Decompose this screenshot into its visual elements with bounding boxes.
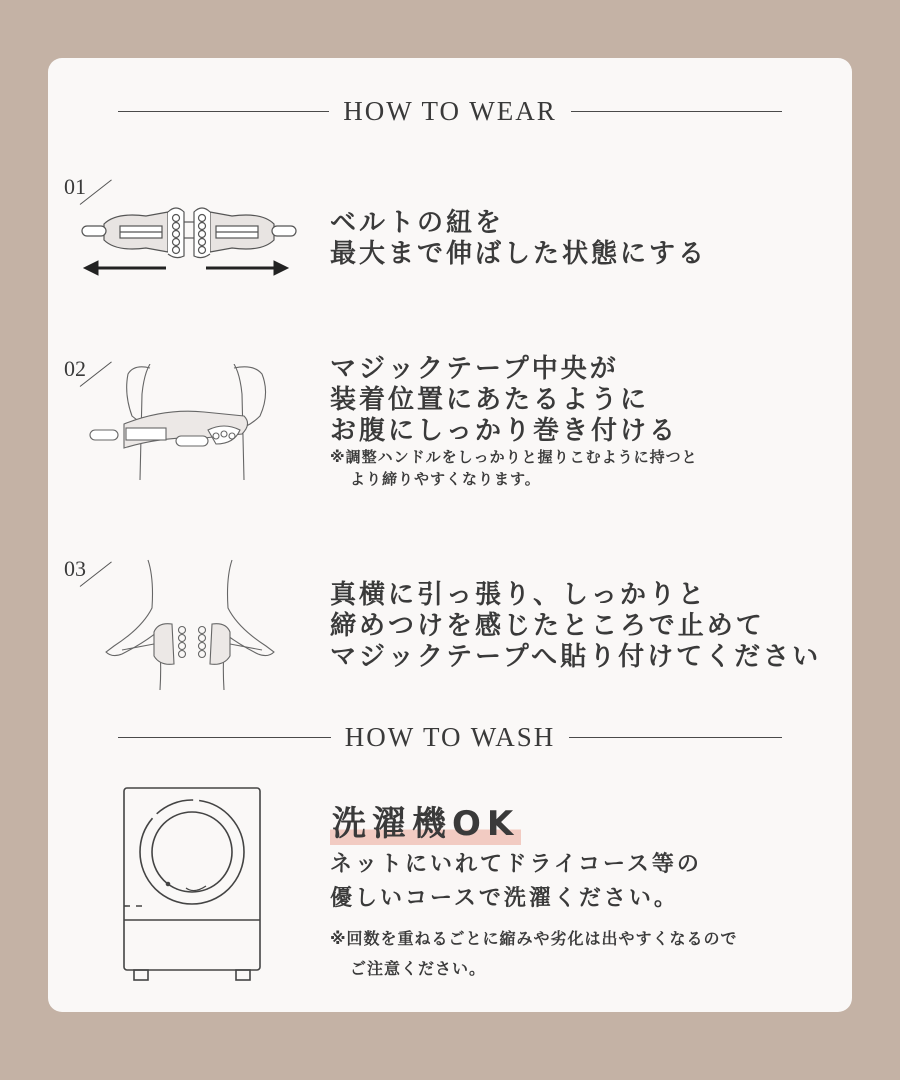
step-03-text <box>330 580 821 673</box>
how-to-wear-title: HOW TO WEAR <box>343 95 557 126</box>
wash-note-line-1: ※回数を重ねるごとに縮みや劣化は出やすくなるので <box>330 929 738 948</box>
step-03-line-2: 締めつけを感じたところで止めて <box>330 611 765 641</box>
step-01-line-1: ベルトの紐を <box>330 208 505 238</box>
step-02-line-2: 装着位置にあたるように <box>330 385 650 415</box>
wash-note <box>330 924 738 984</box>
wash-text <box>330 848 702 916</box>
step-02-line-3: お腹にしっかり巻き付ける <box>330 416 679 446</box>
heading-rule-right <box>569 737 782 738</box>
step-02-note <box>330 446 698 490</box>
step-03-line-3: マジックテープへ貼り付けてください <box>330 642 822 672</box>
step-02-number: 02 <box>64 356 86 381</box>
step-03-line-1: 真横に引っ張り、しっかりと <box>330 580 708 610</box>
wash-line-1: ネットにいれてドライコース等の <box>330 852 702 877</box>
washer-ok-title: 洗濯機OK <box>330 796 521 845</box>
how-to-wear-heading <box>118 96 782 126</box>
step-01-text <box>330 208 707 270</box>
step-02-note-line-1: ※調整ハンドルをしっかりと握りこむように持つと <box>330 448 698 466</box>
heading-rule-right <box>571 111 782 112</box>
wrap-belt-body-icon <box>84 364 274 480</box>
instruction-card <box>48 58 852 1012</box>
washing-machine-icon <box>122 786 264 982</box>
step-01-number: 01 <box>64 174 86 199</box>
how-to-wash-title: HOW TO WASH <box>344 721 556 752</box>
pull-tighten-icon <box>102 558 292 690</box>
wash-line-2: 優しいコースで洗濯ください。 <box>330 886 679 911</box>
step-02-text <box>330 354 678 447</box>
step-02-line-1: マジックテープ中央が <box>330 354 619 384</box>
heading-rule-left <box>118 111 329 112</box>
belt-stretch-icon <box>76 198 306 278</box>
how-to-wash-heading <box>118 722 782 752</box>
step-03-number: 03 <box>64 556 86 581</box>
step-02-note-line-2: より締りやすくなります。 <box>350 470 541 488</box>
step-01-line-2: 最大まで伸ばした状態にする <box>330 239 708 269</box>
heading-rule-left <box>118 737 331 738</box>
wash-note-line-2: ご注意ください。 <box>350 959 487 978</box>
